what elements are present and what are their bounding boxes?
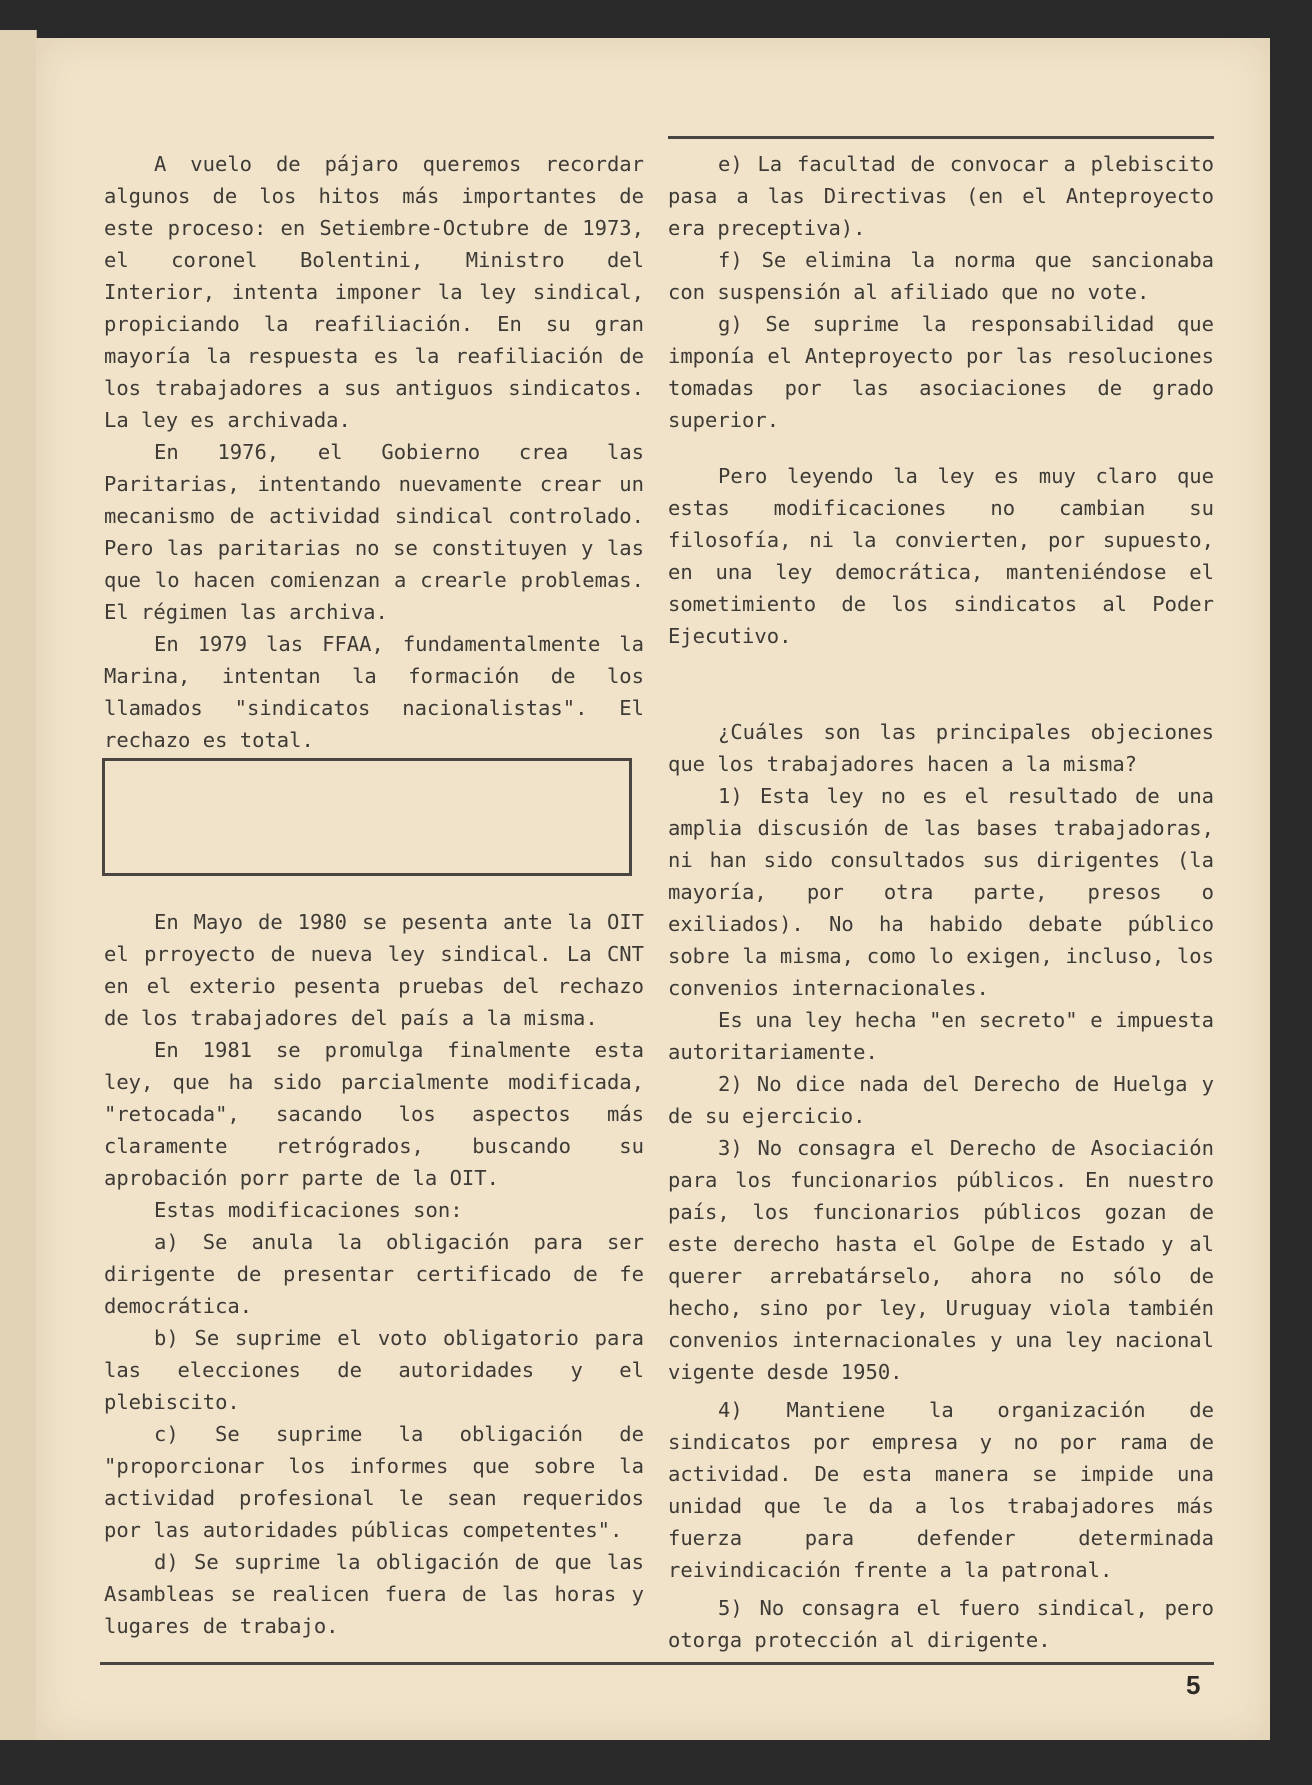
paragraph: En 1979 las FFAA, fundamentalmente la Marina, intentan la formación de los llamados "sindicatos nacionalistas". El rechazo es total. [104,632,644,752]
paragraph: En 1981 se promulga finalmente esta ley, que ha sido parcialmente modificada, "retocada", sacando los aspectos más claramente retrógrados, buscando su aprobación porr parte de la OIT. [104,1038,644,1190]
empty-box-frame [102,758,632,876]
list-item: g) Se suprime la responsabilidad que imponía el Anteproyecto por las resoluciones tomadas por las asociaciones de grado superior. [668,312,1214,432]
list-item: c) Se suprime la obligación de "proporcionar los informes que sobre la actividad profesional le sean requeridos por las autoridades públicas competentes". [104,1422,644,1542]
question-heading: ¿Cuáles son las principales objeciones que los trabajadores hacen a la misma? [668,720,1214,776]
paragraph: Estas modificaciones son: [154,1198,463,1222]
list-item: 5) No consagra el fuero sindical, pero otorga protección al dirigente. [668,1596,1214,1652]
right-column [668,148,1214,1656]
paragraph: Es una ley hecha "en secreto" e impuesta autoritariamente. [668,1008,1214,1064]
list-item: a) Se anula la obligación para ser dirigente de presentar certificado de fe democrática. [104,1230,644,1318]
list-item: 1) Esta ley no es el resultado de una amplia discusión de las bases trabajadoras, ni han sido consultados sus dirigentes (la mayoría, por otra parte, presos o exiliados). No ha habido debate público sobre la misma, como lo exigen, incluso, los convenios internacionales. [668,784,1214,1000]
left-column [104,148,644,1642]
list-item: f) Se elimina la norma que sancionaba con suspensión al afiliado que no vote. [668,248,1214,304]
list-item: 2) No dice nada del Derecho de Huelga y de su ejercicio. [668,1072,1214,1128]
list-item: d) Se suprime la obligación de que las Asambleas se realicen fuera de las horas y lugares de trabajo. [104,1550,644,1638]
facing-page-edge [0,30,37,1740]
paragraph: A vuelo de pájaro queremos recordar algunos de los hitos más importantes de este proceso: en Setiembre-Octubre de 1973, el coronel Bolentini, Ministro del Interior, intenta imponer la ley sindical, propiciando la reafiliación. En su gran mayoría la respuesta es la reafiliación de los trabajadores a sus antiguos sindicatos. La ley es archivada. [104,152,644,432]
paragraph: Pero leyendo la ley es muy claro que estas modificaciones no cambian su filosofía, ni la convierten, por supuesto, en una ley democrática, manteniéndose el sometimiento de los sindicatos al Poder Ejecutivo. [668,464,1214,648]
list-item: 4) Mantiene la organización de sindicatos por empresa y no por rama de actividad. De esta manera se impide una unidad que le da a los trabajadores más fuerza para defender determinada reivindicación frente a la patronal. [668,1398,1214,1582]
spacer [668,436,1214,460]
spacer [668,652,1214,716]
page-number: 5 [1186,1670,1201,1700]
document-page [36,38,1270,1740]
list-item: b) Se suprime el voto obligatorio para las elecciones de autoridades y el plebiscito. [104,1326,644,1414]
list-item: 3) No consagra el Derecho de Asociación para los funcionarios públicos. En nuestro país, los funcionarios públicos gozan de este derecho hasta el Golpe de Estado y al querer arrebatárselo, ahora no sólo de hecho, sino por ley, Uruguay viola también convenios internacionales y una ley nacional vigente desde 1950. [668,1136,1214,1384]
list-item: e) La facultad de convocar a plebiscito pasa a las Directivas (en el Anteproyecto era preceptiva). [668,152,1214,240]
paragraph: En 1976, el Gobierno crea las Paritarias, intentando nuevamente crear un mecanismo de actividad sindical controlado. Pero las paritarias no se constituyen y las que lo hacen comienzan a crearle problemas. El régimen las archiva. [104,440,644,624]
paragraph: En Mayo de 1980 se pesenta ante la OIT el prroyecto de nueva ley sindical. La CNT en el exterio pesenta pruebas del rechazo de los trabajadores del país a la misma. [104,910,644,1030]
bottom-rule [100,1662,1214,1665]
top-rule [668,136,1214,139]
